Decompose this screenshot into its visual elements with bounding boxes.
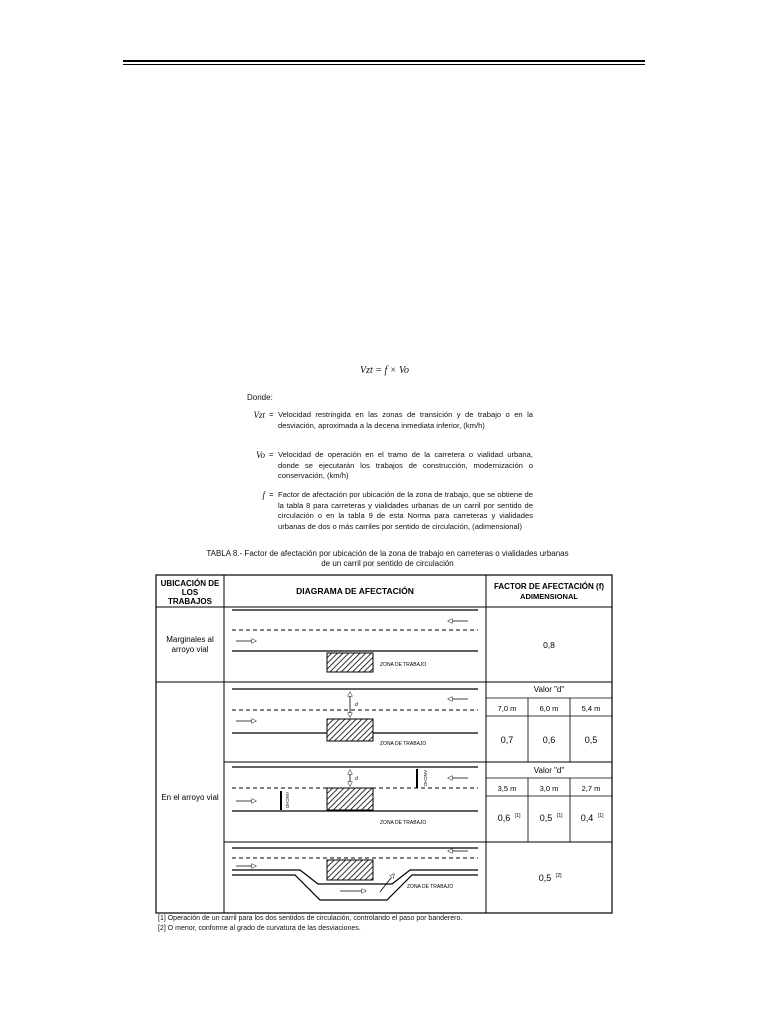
header-factor-2: ADIMENSIONAL	[520, 592, 578, 601]
zona-trabajo-label: ZONA DE TRABAJO	[380, 820, 427, 826]
d-value: 6,0 m	[539, 704, 559, 713]
footnote-2: [2] O menor, conforme al grado de curvatura de las desviaciones.	[158, 925, 361, 932]
caption-line-2: de un carril por sentido de circulación	[321, 559, 454, 568]
valor-d-label-1: Valor "d"	[533, 685, 565, 694]
footnote-ref: [1]	[598, 813, 604, 819]
caption-line-1: TABLA 8.- Factor de afectación por ubicación de la zona de trabajo en carreteras o vialidades urbanas	[206, 549, 569, 558]
definition-equals: =	[269, 490, 274, 499]
definition-equals: =	[269, 450, 274, 459]
d-value: 3,5 m	[497, 784, 517, 793]
header-factor-1: FACTOR DE AFECTACIÓN (f)	[493, 582, 605, 591]
factor-value: 0,6	[542, 735, 556, 745]
definition-text: Velocidad restringida en las zonas de transición y de trabajo o en la desviación, aproximada a la decena inmediata inferior, (km/h)	[278, 410, 533, 430]
definition-symbol: Vo	[256, 450, 265, 460]
zona-trabajo-label: ZONA DE TRABAJO	[380, 662, 427, 668]
header-ubicacion-3: TRABAJOS	[167, 597, 213, 606]
footnote-ref: [1]	[557, 813, 563, 819]
definition-text: Velocidad de operación en el tramo de la carretera o vialidad urbana, donde se ejecutarán los trabajos de construcción, modernización o conservación, (km/h)	[278, 450, 533, 480]
diagram-arroyo-1	[232, 689, 478, 741]
definition-equals: =	[269, 410, 274, 419]
footnote-ref: [1]	[515, 813, 521, 819]
diagram-arroyo-2	[232, 767, 478, 811]
definition-symbol: f	[262, 490, 265, 500]
factor-value: 0,6	[497, 813, 511, 823]
ancho-label: ANCHO	[423, 770, 428, 787]
d-value: 2,7 m	[581, 784, 601, 793]
row-label-marginales-2: arroyo vial	[171, 645, 209, 654]
factor-value: 0,7	[500, 735, 514, 745]
factor-value: 0,5	[584, 735, 598, 745]
factor-value: 0,4	[580, 813, 594, 823]
footnote-1: [1] Operación de un carril para los dos sentidos de circulación, controlando el paso por banderero.	[158, 915, 463, 922]
row-label-marginales-1: Marginales al	[166, 635, 214, 644]
row-label-arroyo: En el arroyo vial	[161, 793, 219, 802]
d-value: 3,0 m	[539, 784, 559, 793]
formula: Vzt = f × Vo	[360, 365, 410, 376]
factor-desviacion: 0,5	[538, 873, 552, 883]
diagram-marginal	[232, 610, 478, 672]
d-value: 7,0 m	[497, 704, 517, 713]
d-dimension-label: d	[355, 776, 358, 782]
zona-trabajo-label: ZONA DE TRABAJO	[407, 884, 454, 890]
donde-label: Donde:	[247, 393, 273, 402]
definition-text: Factor de afectación por ubicación de la zona de trabajo, que se obtiene de la tabla 8 para carreteras y vialidades urbanas de un carril por sentido de circulación o en la tabla 9 de esta Norma para carreteras y vialidades urbanas de dos o más carriles por sentido de circulación, (adimensional)	[278, 490, 533, 531]
header-ubicacion-1: UBICACIÓN DE	[160, 579, 220, 588]
footnote-ref: [2]	[556, 873, 562, 879]
d-value: 5,4 m	[581, 704, 601, 713]
zona-trabajo-label: ZONA DE TRABAJO	[380, 741, 427, 747]
diagram-desviacion	[232, 848, 478, 900]
definition-symbol: Vzt	[253, 410, 265, 420]
header-diagrama: DIAGRAMA DE AFECTACIÓN	[296, 586, 414, 596]
ancho-label: ANCHO	[285, 792, 290, 809]
header-ubicacion-2: LOS	[181, 588, 199, 597]
valor-d-label-2: Valor "d"	[533, 766, 565, 775]
factor-value: 0,5	[539, 813, 553, 823]
factor-marginal: 0,8	[543, 640, 555, 650]
d-dimension-label: d	[355, 702, 358, 708]
